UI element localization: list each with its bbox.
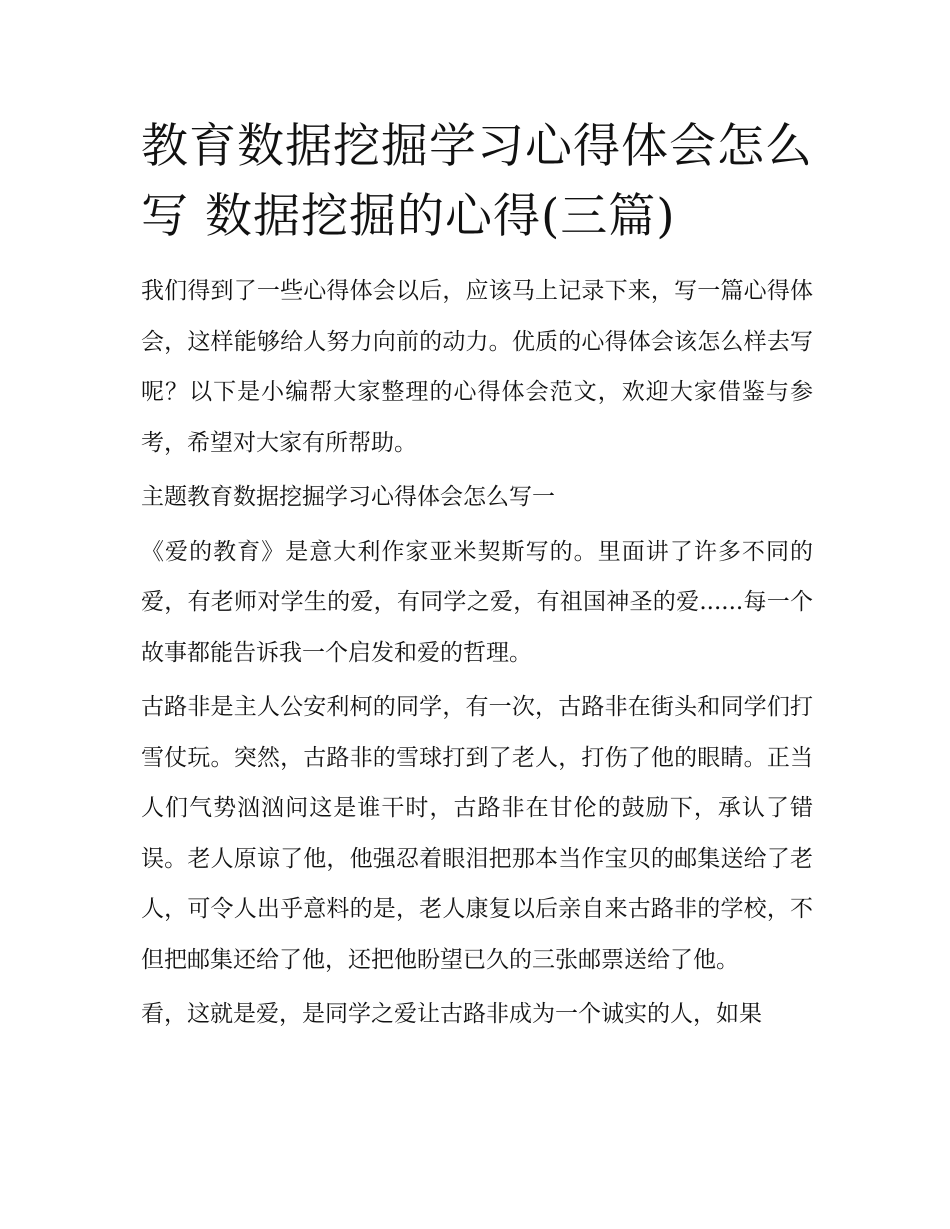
paragraph-reflection: 看，这就是爱，是同学之爱让古路非成为一个诚实的人，如果	[141, 1001, 762, 1027]
paragraph-intro: 我们得到了一些心得体会以后，应该马上记录下来，写一篇心得体会，这样能够给人努力向前的动力。优质的心得体会该怎么样去写呢？以下是小编帮大家整理的心得体会范文，欢迎大家借鉴与参考，希望对大家有所帮助。	[141, 278, 813, 456]
paragraph-section-heading: 主题教育数据挖掘学习心得体会怎么写一	[141, 484, 555, 510]
document-page	[141, 112, 813, 1044]
paragraph-book-summary: 《爱的教育》是意大利作家亚米契斯写的。里面讲了许多不同的爱，有老师对学生的爱，有同学之爱，有祖国神圣的爱......每一个故事都能告诉我一个启发和爱的哲理。	[141, 538, 813, 666]
document-title: 教育数据挖掘学习心得体会怎么写 数据挖掘的心得(三篇)	[141, 119, 813, 244]
paragraph-story: 古路非是主人公安利柯的同学，有一次，古路非在街头和同学们打雪仗玩。突然，古路非的雪球打到了老人，打伤了他的眼睛。正当人们气势汹汹问这是谁干时，古路非在甘伦的鼓励下，承认了错误。老人原谅了他，他强忍着眼泪把那本当作宝贝的邮集送给了老人，可令人出乎意料的是，老人康复以后亲自来古路非的学校，不但把邮集还给了他，还把他盼望已久的三张邮票送给了他。	[141, 694, 813, 973]
